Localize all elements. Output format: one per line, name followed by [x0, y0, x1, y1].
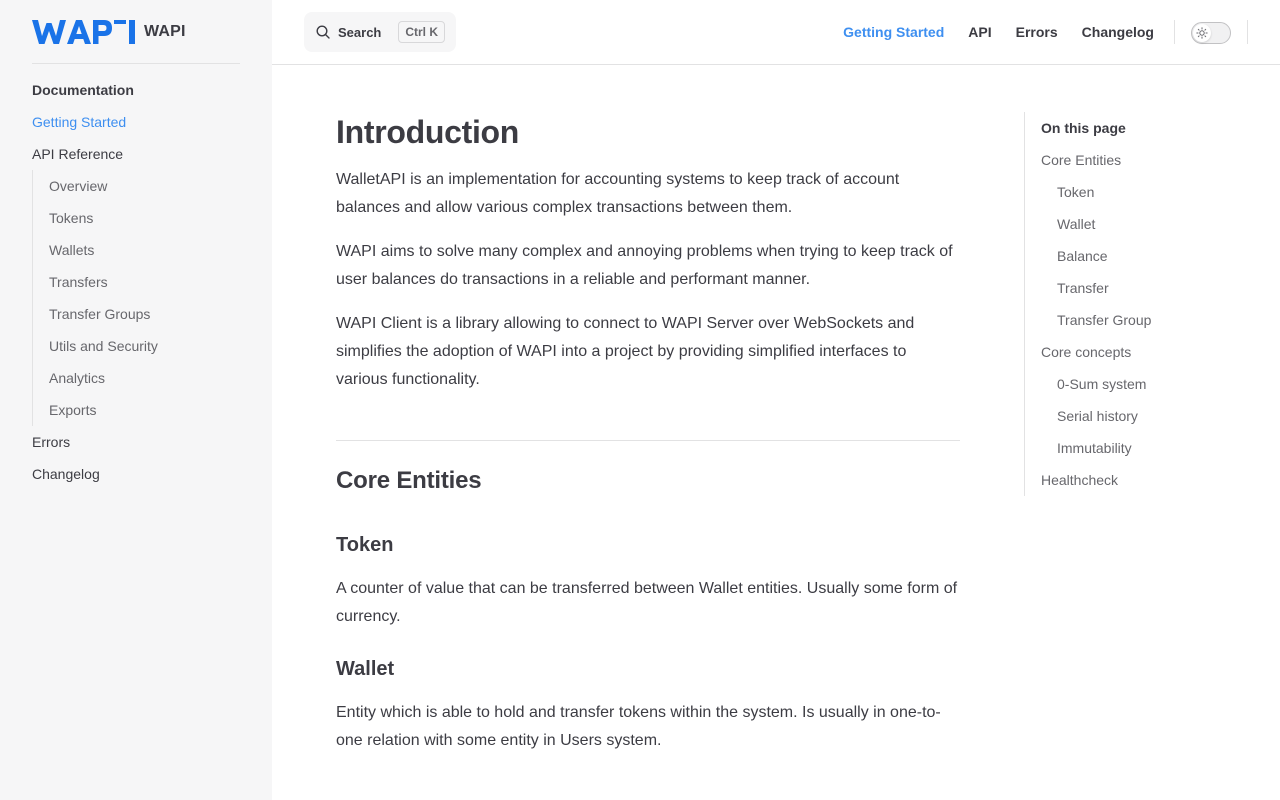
- intro-paragraph: WAPI Client is a library allowing to connect to WAPI Server over WebSockets and simplifies the adoption of WAPI into a project by providing simplified interfaces to various functionality.: [336, 315, 915, 388]
- search-label: Search: [338, 24, 382, 40]
- intro-paragraph: WAPI aims to solve many complex and annoying problems when trying to keep track of user balances do transactions in a reliable and performant manner.: [336, 243, 953, 288]
- sidebar-item-api-reference[interactable]: API Reference: [32, 146, 124, 162]
- outline-link[interactable]: Transfer Group: [1057, 312, 1152, 328]
- section-divider: [336, 440, 960, 441]
- sidebar-item-changelog[interactable]: Changelog: [32, 466, 100, 482]
- sidebar-api-subnav: [32, 170, 240, 426]
- sidebar-item-transfers[interactable]: Transfers: [49, 274, 108, 290]
- page-title: Introduction: [336, 114, 520, 150]
- main-content: [336, 108, 960, 779]
- sidebar-item-getting-started[interactable]: Getting Started: [32, 114, 127, 130]
- sidebar-divider: [32, 63, 240, 64]
- sidebar-item-overview[interactable]: Overview: [49, 178, 108, 194]
- page-outline: [1024, 112, 1224, 496]
- topbar-separator: [1247, 20, 1248, 44]
- sun-icon: [1196, 27, 1208, 39]
- search-button[interactable]: [304, 12, 456, 52]
- outline-title: On this page: [1041, 120, 1126, 136]
- outline-link[interactable]: Core Entities: [1041, 152, 1122, 168]
- entity-section-token: [336, 531, 960, 631]
- sidebar: [0, 0, 272, 800]
- sidebar-item-errors[interactable]: Errors: [32, 434, 71, 450]
- section-title-core-entities: Core Entities: [336, 467, 482, 494]
- outline-link[interactable]: Token: [1057, 184, 1095, 200]
- theme-toggle[interactable]: [1191, 22, 1231, 44]
- toggle-knob: [1193, 24, 1211, 42]
- entity-title: Wallet: [336, 658, 395, 680]
- sidebar-item-tokens[interactable]: Tokens: [49, 210, 94, 226]
- search-shortcut: Ctrl K: [398, 21, 445, 43]
- entity-description: Entity which is able to hold and transfer tokens within the system. Is usually in one-to-one relation with some entity in Users system.: [336, 704, 941, 749]
- intro-paragraph: WalletAPI is an implementation for accounting systems to keep track of account balances and allow various complex transactions between them.: [336, 171, 900, 216]
- outline-link[interactable]: Balance: [1057, 248, 1108, 264]
- sidebar-item-analytics[interactable]: Analytics: [49, 370, 106, 386]
- outline-link[interactable]: Transfer: [1057, 280, 1109, 296]
- topnav-api[interactable]: API: [968, 24, 992, 40]
- brand-name: WAPI: [144, 23, 186, 40]
- wapi-logo-icon: [32, 19, 136, 45]
- brand[interactable]: [32, 18, 186, 46]
- sidebar-heading: Documentation: [32, 82, 134, 98]
- entity-description: A counter of value that can be transferred between Wallet entities. Usually some form of currency.: [336, 580, 958, 625]
- sidebar-item-utils-security[interactable]: Utils and Security: [49, 338, 158, 354]
- outline-link[interactable]: Wallet: [1057, 216, 1096, 232]
- sidebar-item-transfer-groups[interactable]: Transfer Groups: [49, 306, 151, 322]
- topbar-separator: [1174, 20, 1175, 44]
- outline-link[interactable]: 0-Sum system: [1057, 376, 1147, 392]
- topnav-changelog[interactable]: Changelog: [1081, 24, 1154, 40]
- topnav-errors[interactable]: Errors: [1015, 24, 1058, 40]
- top-nav: [819, 0, 1154, 64]
- sidebar-item-wallets[interactable]: Wallets: [49, 242, 95, 258]
- entity-section-wallet: [336, 655, 960, 755]
- outline-link[interactable]: Healthcheck: [1041, 472, 1119, 488]
- search-icon: [316, 25, 330, 39]
- topbar: [272, 0, 1280, 65]
- outline-link[interactable]: Core concepts: [1041, 344, 1132, 360]
- outline-link[interactable]: Serial history: [1057, 408, 1138, 424]
- topnav-getting-started[interactable]: Getting Started: [843, 24, 945, 40]
- entity-title: Token: [336, 534, 394, 556]
- sidebar-nav: [32, 74, 240, 490]
- outline-link[interactable]: Immutability: [1057, 440, 1132, 456]
- sidebar-item-exports[interactable]: Exports: [49, 402, 97, 418]
